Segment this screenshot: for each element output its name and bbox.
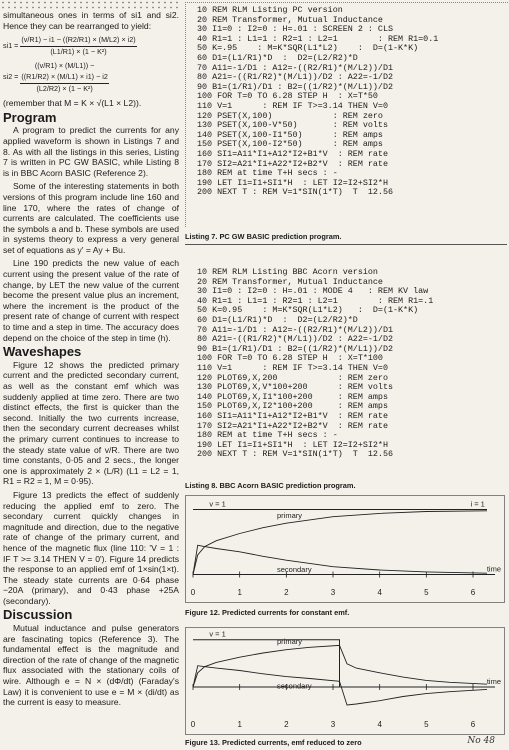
code-line: 140 PLOT69,X,I1*100+200 : REM amps: [197, 391, 388, 402]
fig12-tick-label: 0: [190, 588, 196, 597]
code-line: 130 PLOT69,X,V*100+200 : REM volts: [197, 382, 394, 393]
code-line: 190 LET I1=I1+SI1*H : LET I2=I2+SI2*H: [197, 177, 388, 188]
code-line: 110 V=1 : REM IF T>=3.14 THEN V=0: [197, 100, 388, 111]
fig12-tick-label: 5: [424, 588, 429, 597]
equation-si2-numerator-top: ((v/R1) × (M/L1)) −: [34, 61, 95, 71]
figure-13-caption: Figure 13. Predicted currents, emf reduced to zero: [185, 738, 362, 747]
program-paragraph-3: Line 190 predicts the new value of each current using the present value of the rate of change, by LET the new value of the current become the present value plus an increment, where the increment is the product of the present rate of change of current with respect to time and a step in time. The accuracy does depend on the choice of the step in time (h).: [3, 258, 179, 343]
listing-7-code: [197, 6, 507, 198]
fig12-tick-label: 3: [330, 588, 336, 597]
code-line: 170 SI2=A21*I1+A22*I2+B2*V : REM rate: [197, 420, 388, 431]
fig12-tick-label: 4: [377, 588, 382, 597]
figure-12-svg: [185, 495, 505, 603]
fig13-tick-label: 6: [470, 720, 476, 729]
decorative-dot-border: [0, 0, 180, 10]
equation-si1-fraction: [20, 35, 136, 57]
code-line: 10 REM RLM Listing PC version: [197, 6, 343, 15]
equation-si2-lhs: si2 =: [3, 72, 19, 82]
figure-13-chart: [185, 627, 505, 735]
intro-paragraph: simultaneous ones in terms of si1 and si2. Hence they can be rearranged to yield:: [3, 10, 179, 31]
code-line: 200 NEXT T : REM V=1*SIN(1*T) T 12.56: [197, 187, 394, 198]
fig13-series-label: secondary: [277, 681, 312, 691]
code-line: 50 K=.95 : M=K*SQR(L1*L2) : D=(1-K*K): [197, 43, 419, 54]
equation-si1-numerator: (v/R1) − i1 − ((R2/R1) × (M/L2) × i2): [20, 35, 136, 47]
article-right-column: [183, 0, 507, 750]
equation-si1: [3, 35, 179, 57]
fig13-tick-label: 3: [330, 720, 336, 729]
fig13-frame: [186, 628, 505, 735]
code-line: 20 REM Transformer, Mutual Inductance: [197, 14, 383, 25]
fig12-tick-label: 6: [470, 588, 476, 597]
program-heading: Program: [3, 109, 57, 125]
code-line: 50 K=0.95 : M=K*SQR(L1*L2) : D=(1-K*K): [197, 305, 419, 316]
figure-12-chart: [185, 495, 505, 603]
article-left-column: [3, 10, 179, 711]
code-line: 180 REM at time T+H secs : -: [197, 430, 338, 441]
remember-note: (remember that M = K × √(L1 × L2)).: [3, 98, 142, 109]
equation-si2-numerator: [20, 61, 108, 83]
code-line: 100 FOR T=0 TO 6.28 STEP H : X=T*100: [197, 353, 383, 364]
code-line: 200 NEXT T : REM V=1*SIN(1*T) T 12.56: [197, 449, 394, 460]
fig13-tick-label: 2: [284, 720, 289, 729]
code-line: 30 I1=0 : I2=0 : H=.01 : SCREEN 2 : CLS: [197, 24, 394, 35]
fig13-series-label: v = 1: [209, 629, 226, 639]
code-line: 40 R1=1 : L1=1 : R2=1 : L2=1 : REM R1=0.1: [197, 33, 439, 44]
listing-7-caption: Listing 7. PC GW BASIC prediction program.: [185, 232, 342, 241]
fig12-series-label: v = 1: [209, 499, 226, 509]
fig12-series-label: primary: [277, 510, 303, 520]
program-paragraph-2: Some of the interesting statements in both versions of this program include line 160 and line 170, where the rates of change of currents are calculated. The coefficients use the symbols a and b. These symbols are used in systems theory to express a very general set of equations as y' = Ay + Bu.: [3, 181, 179, 255]
fig12-tick-label: 2: [284, 588, 289, 597]
code-line: 100 FOR T=0 TO 6.28 STEP H : X=T*50: [197, 91, 378, 102]
fig12-series-label: i = 1: [470, 499, 485, 509]
discussion-paragraph-1: Mutual inductance and pulse generators are fascinating topics (Reference 3). The fundamental effect is the magnitude and direction of the rate of change of the magnetic flux associated with the stationary coils of wire. Although e = N × (dΦ/dt) (Faraday's Law) it is convenient to use e = M × (di/dt) as the current is easy to measure.: [3, 623, 179, 708]
waveshapes-heading: Waveshapes: [3, 344, 82, 360]
caption-rule: [185, 244, 507, 245]
code-line: 110 V=1 : REM IF T>=3.14 THEN V=0: [197, 362, 388, 373]
fig12-series-label: secondary: [277, 565, 312, 575]
code-line: 70 A11=-1/D1 : A12=-((R2/R1)*(M/L2))/D1: [197, 324, 394, 335]
equation-si1-lhs: si1 =: [3, 40, 19, 50]
discussion-heading: Discussion: [3, 607, 73, 623]
code-line: 60 D1=(L1/R1)*D : D2=(L2/R2)*D: [197, 314, 358, 325]
fig13-series-label: primary: [277, 637, 303, 647]
figure-12-caption: Figure 12. Predicted currents for constant emf.: [185, 608, 350, 617]
code-line: 90 B1=(1/R1)/D1 : B2=((1/R2)*(M/L1))/D2: [197, 343, 394, 354]
figure-13-svg: [185, 627, 505, 735]
equation-si2: [3, 61, 179, 94]
fig13-xlabel: time: [486, 677, 501, 686]
fig13-tick-label: 4: [377, 720, 382, 729]
fig13-tick-label: 1: [237, 720, 242, 729]
equation-si2-denominator: (L2/R2) × (1 − K²): [36, 83, 93, 93]
code-line: 150 PLOT69,X,I2*100+200 : REM amps: [197, 401, 388, 412]
code-line: 80 A21=-((R1/R2)*(M/L1))/D2 : A22=-1/D2: [197, 334, 394, 345]
waveshapes-paragraph-1: Figure 12 shows the predicted primary current and the predicted secondary current, as well as the constant emf which was suddenly applied at time zero. There are two distinct effects, the first is quicker than the second. Initially the two currents increase, then the secondary current decreases whilst the primary current continues to increase to the steady state value of v/R. There are two time constants, 0·05 and 2 secs., the longer one is approximately 2 × (L/R) (L1 = L2 = 1, R1 = R2 = 1, M = 0·95).: [3, 359, 179, 487]
fig12-series-line: [193, 545, 487, 574]
waveshapes-paragraph-2: Figure 13 predicts the effect of suddenly reducing the applied emf to zero. The secondary current quickly changes in magnitude and direction, due to the negative rate of change of the primary current, and hence of the magnetic flux (line 110: 'V = 1 : IF T >= 3.14 THEN V = 0'). Figure 14 predicts the response to an applied emf of 1×sin(1×t). The steady state currents are 0·64 phase −20A (primary), and 0·43 phase +25A (secondary).: [3, 489, 179, 606]
code-line: 60 D1=(L1/R1)*D : D2=(L2/R2)*D: [197, 52, 358, 63]
code-line: 120 PSET(X,100) : REM zero: [197, 110, 383, 121]
fig13-tick-label: 0: [190, 720, 196, 729]
fig12-series-line: [193, 511, 487, 575]
listing-8-code: [197, 268, 507, 460]
fig13-tick-label: 5: [424, 720, 429, 729]
code-line: 120 PLOT69,X,200 : REM zero: [197, 372, 388, 383]
code-line: 10 REM RLM Listing BBC Acorn version: [197, 268, 378, 277]
code-line: 140 PSET(X,100-I1*50) : REM amps: [197, 129, 383, 140]
equation-si2-numerator-mid: ((R1/R2) × (M/L1) × i1) − i2: [21, 71, 108, 81]
code-line: 80 A21=-((R1/R2)*(M/L1))/D2 : A22=-1/D2: [197, 72, 394, 83]
code-line: 160 SI1=A11*I1+A12*I2+B1*V : REM rate: [197, 410, 388, 421]
equation-si1-denominator: (L1/R1) × (1 − K²): [50, 46, 107, 56]
code-line: 40 R1=1 : L1=1 : R2=1 : L2=1 : REM R1=.1: [197, 295, 434, 306]
code-line: 170 SI2=A21*I1+A22*I2+B2*V : REM rate: [197, 158, 388, 169]
fig12-tick-label: 1: [237, 588, 242, 597]
code-line: 160 SI1=A11*I1+A12*I2+B1*V : REM rate: [197, 148, 388, 159]
code-line: 30 I1=0 : I2=0 : H=.01 : MODE 4 : REM KV law: [197, 286, 429, 297]
code-line: 150 PSET(X,100-I2*50) : REM amps: [197, 139, 383, 150]
handwritten-page-note: No 48: [467, 736, 495, 746]
code-line: 190 LET I1=I1+SI1*H : LET I2=I2+SI2*H: [197, 439, 388, 450]
code-line: 20 REM Transformer, Mutual Inductance: [197, 276, 383, 287]
code-line: 180 REM at time T+H secs : -: [197, 168, 338, 179]
code-line: 70 A11=-1/D1 : A12=-((R2/R1)*(M/L2))/D1: [197, 62, 394, 73]
equation-si2-fraction: [20, 61, 108, 94]
program-paragraph-1: A program to predict the currents for any applied waveform is shown in Listings 7 and 8. As with all the listings in this series, Listing 7 is written in PC GW BASIC, while Listing 8 is in BBC Acorn BASIC (Reference 2).: [3, 125, 179, 178]
listing-8-caption: Listing 8. BBC Acorn BASIC prediction program.: [185, 481, 356, 490]
fig12-xlabel: time: [486, 564, 501, 574]
code-line: 130 PSET(X,100-V*50) : REM volts: [197, 120, 388, 131]
code-line: 90 B1=(1/R1)/D1 : B2=((1/R2)*(M/L1))/D2: [197, 81, 394, 92]
